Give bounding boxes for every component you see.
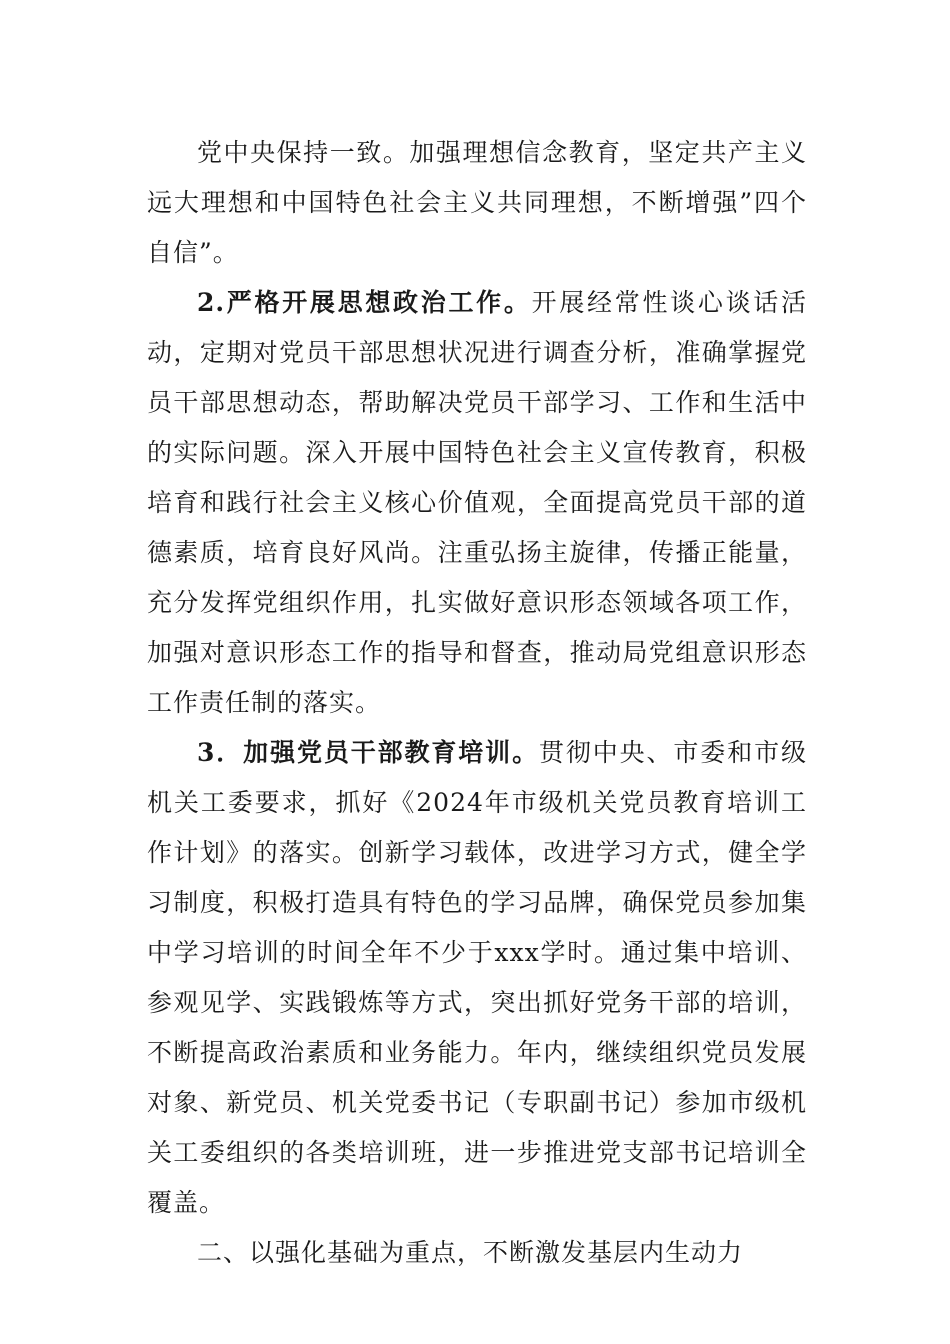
paragraph-text: 开展经常性谈心谈话活动，定期对党员干部思想状况进行调查分析，准确掌握党员干部思想动态，帮助解决党员干部学习、工作和生活中的实际问题。深入开展中国特色社会主义宣传教育，积极培育和践行社会主义核心价值观，全面提高党员干部的道德素质，培育良好风尚。注重弘扬主旋律，传播正能量，充分发挥党组织作用，扎实做好意识形态领域各项工作，加强对意识形态工作的指导和督查，推动局党组意识形态工作责任制的落实。 — [147, 288, 807, 717]
paragraph-text: 党中央保持一致。加强理想信念教育，坚定共产主义远大理想和中国特色社会主义共同理想，不断增强”四个自信”。 — [147, 138, 807, 267]
paragraph-training — [147, 728, 807, 1228]
section-heading: 3．加强党员干部教育培训。 — [197, 738, 539, 767]
paragraph-continuation — [147, 128, 807, 278]
section-title-two — [147, 1228, 807, 1278]
paragraph-text: 贯彻中央、市委和市级机关工委要求，抓好《2024年市级机关党员教育培训工作计划》的落实。创新学习载体，改进学习方式，健全学习制度，积极打造具有特色的学习品牌，确保党员参加集中学习培训的时间全年不少于xxx学时。通过集中培训、参观见学、实践锻炼等方式，突出抓好党务干部的培训，不断提高政治素质和业务能力。年内，继续组织党员发展对象、新党员、机关党委书记（专职副书记）参加市级机关工委组织的各类培训班，进一步推进党支部书记培训全覆盖。 — [147, 738, 807, 1217]
paragraph-ideological-work — [147, 278, 807, 728]
document-body — [147, 128, 807, 1278]
section-heading: 2.严格开展思想政治工作。 — [197, 288, 532, 317]
paragraph-text: 二、以强化基础为重点，不断激发基层内生动力 — [197, 1238, 744, 1267]
